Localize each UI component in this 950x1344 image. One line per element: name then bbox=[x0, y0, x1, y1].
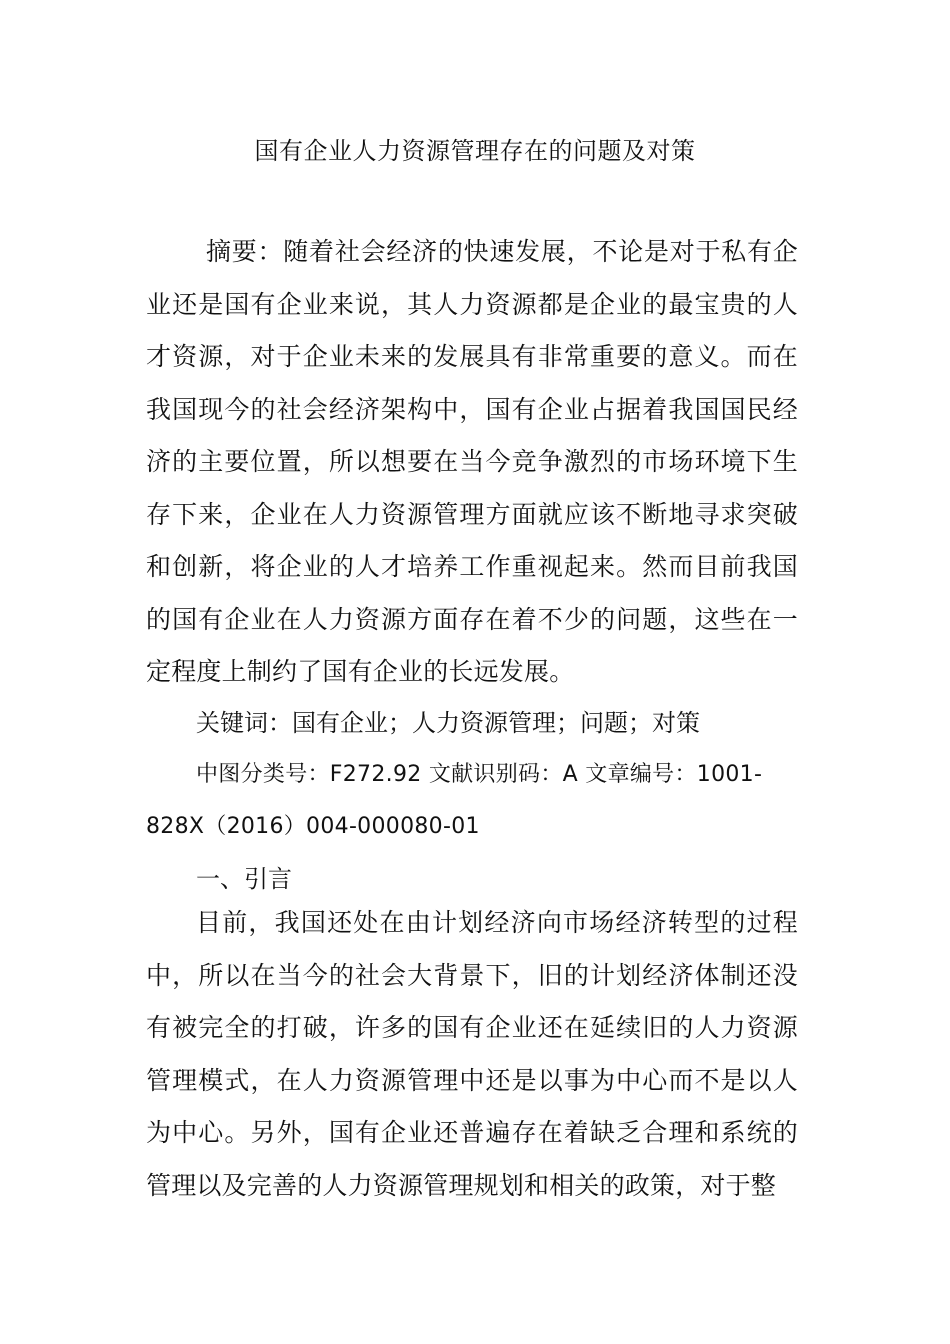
keywords-line: 关键词：国有企业；人力资源管理；问题；对策 bbox=[196, 709, 700, 737]
intro-paragraph: 目前，我国还处在由计划经济向市场经济转型的过程中，所以在当今的社会大背景下，旧的计划经济体制还没有被完全的打破，许多的国有企业还在延续旧的人力资源管理模式，在人力资源管理中还是以事为中心而不是以人为中心。另外，国有企业还普遍存在着缺乏合理和系统的管理以及完善的人力资源管理规划和相关的政策，对于整 bbox=[146, 908, 798, 1200]
classification-line: 中图分类号：F272.92 文献识别码：A 文章编号：1001-828X（2016）004-000080-01 bbox=[146, 762, 763, 839]
document-title: 国有企业人力资源管理存在的问题及对策 bbox=[254, 137, 696, 165]
abstract-paragraph: 摘要：随着社会经济的快速发展，不论是对于私有企业还是国有企业来说，其人力资源都是企业的最宝贵的人才资源，对于企业未来的发展具有非常重要的意义。而在我国现今的社会经济架构中，国有企业占据着我国国民经济的主要位置，所以想要在当今竞争激烈的市场环境下生存下来，企业在人力资源管理方面就应该不断地寻求突破和创新，将企业的人才培养工作重视起来。然而目前我国的国有企业在人力资源方面存在着不少的问题，这些在一定程度上制约了国有企业的长远发展。 bbox=[146, 237, 798, 686]
section-heading: 一、引言 bbox=[196, 865, 292, 893]
